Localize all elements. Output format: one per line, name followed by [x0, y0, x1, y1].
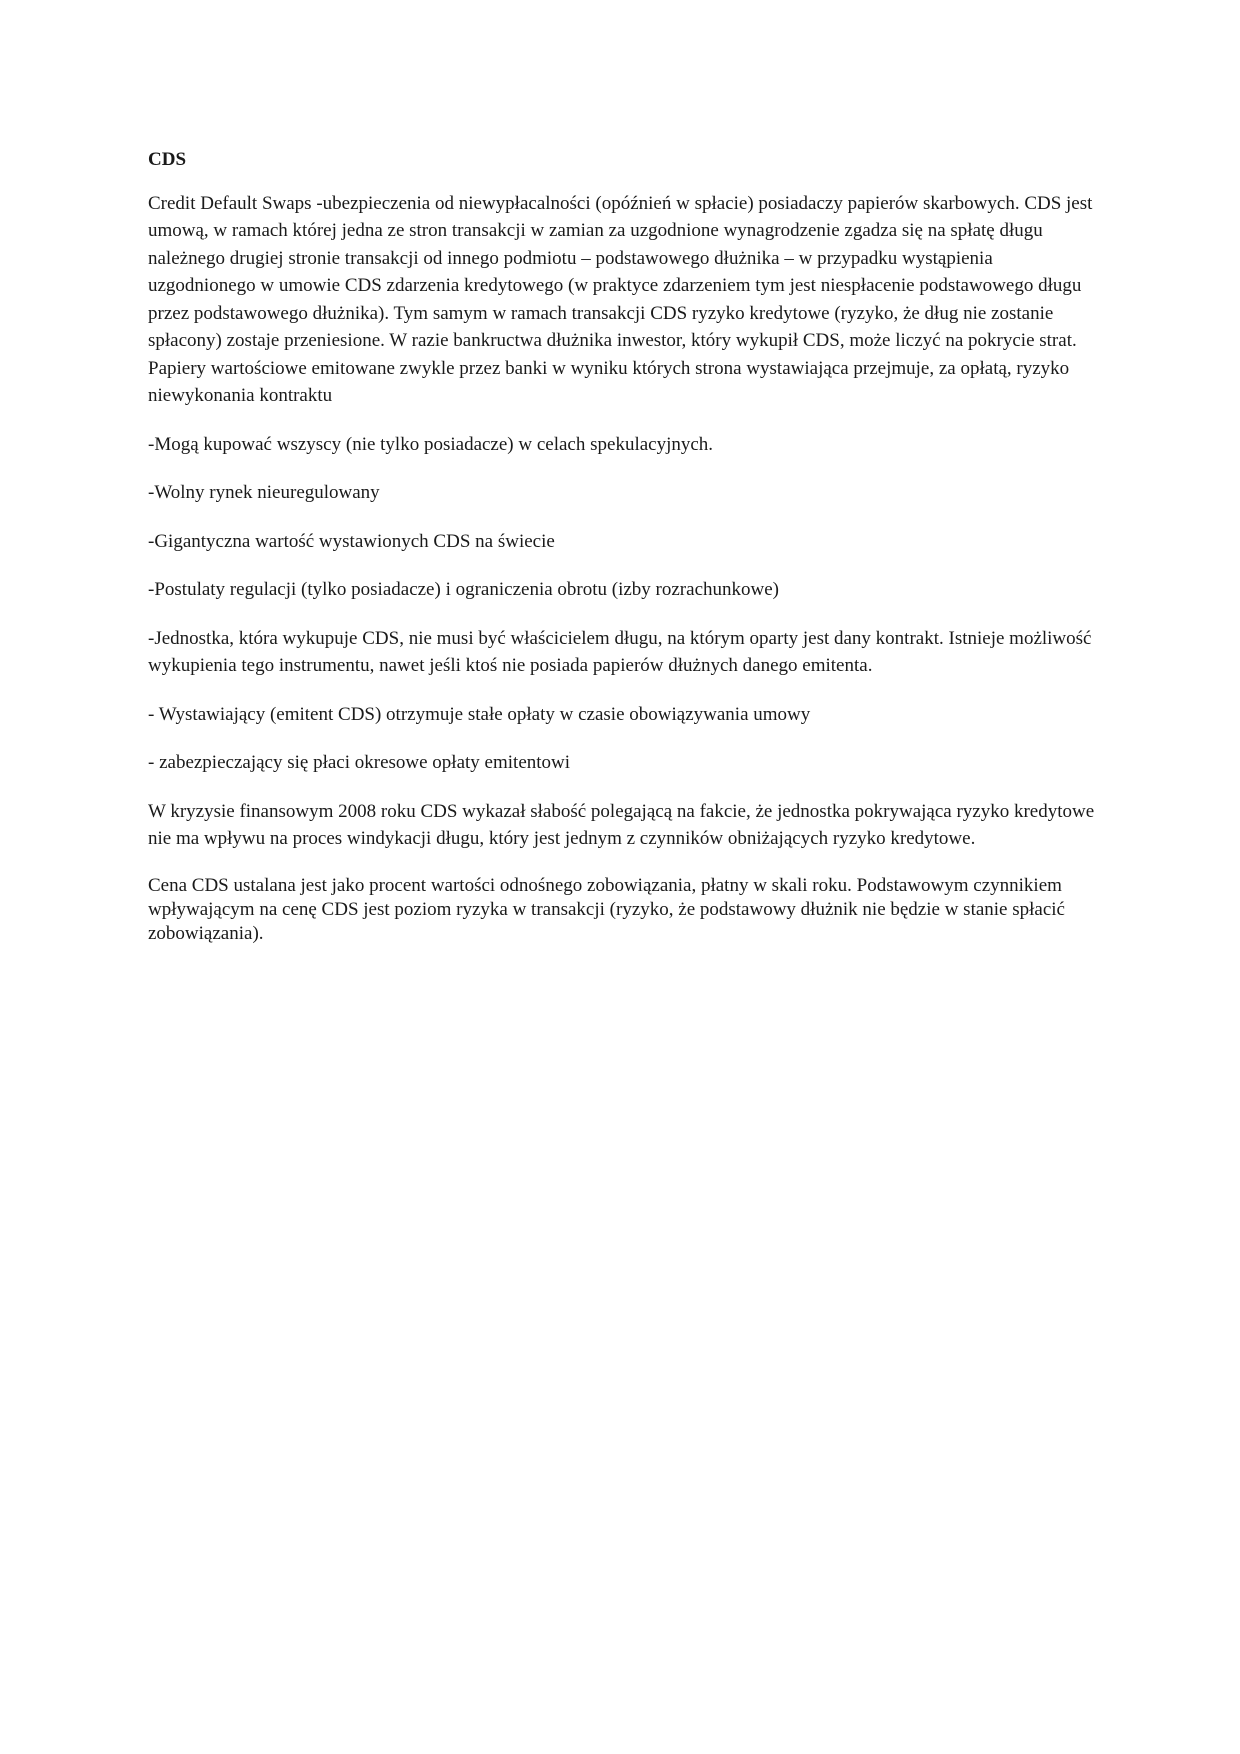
point-paragraph: - Wystawiający (emitent CDS) otrzymuje stałe opłaty w czasie obowiązywania umowy [148, 703, 811, 725]
point-paragraph: -Jednostka, która wykupuje CDS, nie musi być właścicielem długu, na którym oparty jest dany kontrakt. Istnieje możliwość wykupienia tego instrumentu, nawet jeśli ktoś nie posiada papierów dłużnych danego emitenta. [148, 627, 1092, 676]
point-paragraph: -Wolny rynek nieuregulowany [148, 482, 380, 503]
intro-paragraph: Credit Default Swaps -ubezpieczenia od niewypłacalności (opóźnień w spłacie) posiadaczy papierów skarbowych. CDS jest umową, w ramach której jedna ze stron transakcji w zamian za uzgodnione wynagrodzenie zgadza się na spłatę długu należnego drugiej stronie transakcji od innego podmiotu – podstawowego dłużnika – w przypadku wystąpienia uzgodnionego w umowie CDS zdarzenia kredytowego (w praktyce zdarzeniem tym jest niespłacenie podstawowego długu przez podstawowego dłużnika). Tym samym w ramach transakcji CDS ryzyko kredytowe (ryzyko, że dług nie zostanie spłacony) zostaje przeniesione. W razie bankructwa dłużnika inwestor, który wykupił CDS, może liczyć na pokrycie strat. Papiery wartościowe emitowane zwykle przez banki w wyniku których strona wystawiająca przejmuje, za opłatą, ryzyko niewykonania kontraktu [148, 192, 1093, 406]
crisis-paragraph: W kryzysie finansowym 2008 roku CDS wykazał słabość polegającą na fakcie, że jednostka pokrywająca ryzyko kredytowe nie ma wpływu na proces windykacji długu, który jest jednym z czynników obniżających ryzyko kredytowe. [148, 800, 1095, 849]
document-title: CDS [148, 149, 187, 170]
point-paragraph: -Postulaty regulacji (tylko posiadacze) i ograniczenia obrotu (izby rozrachunkowe) [148, 579, 779, 600]
document-page [148, 146, 1098, 967]
point-paragraph: - zabezpieczający się płaci okresowe opłaty emitentowi [148, 752, 571, 773]
point-paragraph: -Gigantyczna wartość wystawionych CDS na świecie [148, 530, 555, 552]
point-paragraph: -Mogą kupować wszyscy (nie tylko posiadacze) w celach spekulacyjnych. [148, 433, 714, 455]
price-paragraph: Cena CDS ustalana jest jako procent wartości odnośnego zobowiązania, płatny w skali roku. Podstawowym czynnikiem wpływającym na cenę CDS jest poziom ryzyka w transakcji (ryzyko, że podstawowy dłużnik nie będzie w stanie spłacić zobowiązania). [148, 874, 1065, 944]
